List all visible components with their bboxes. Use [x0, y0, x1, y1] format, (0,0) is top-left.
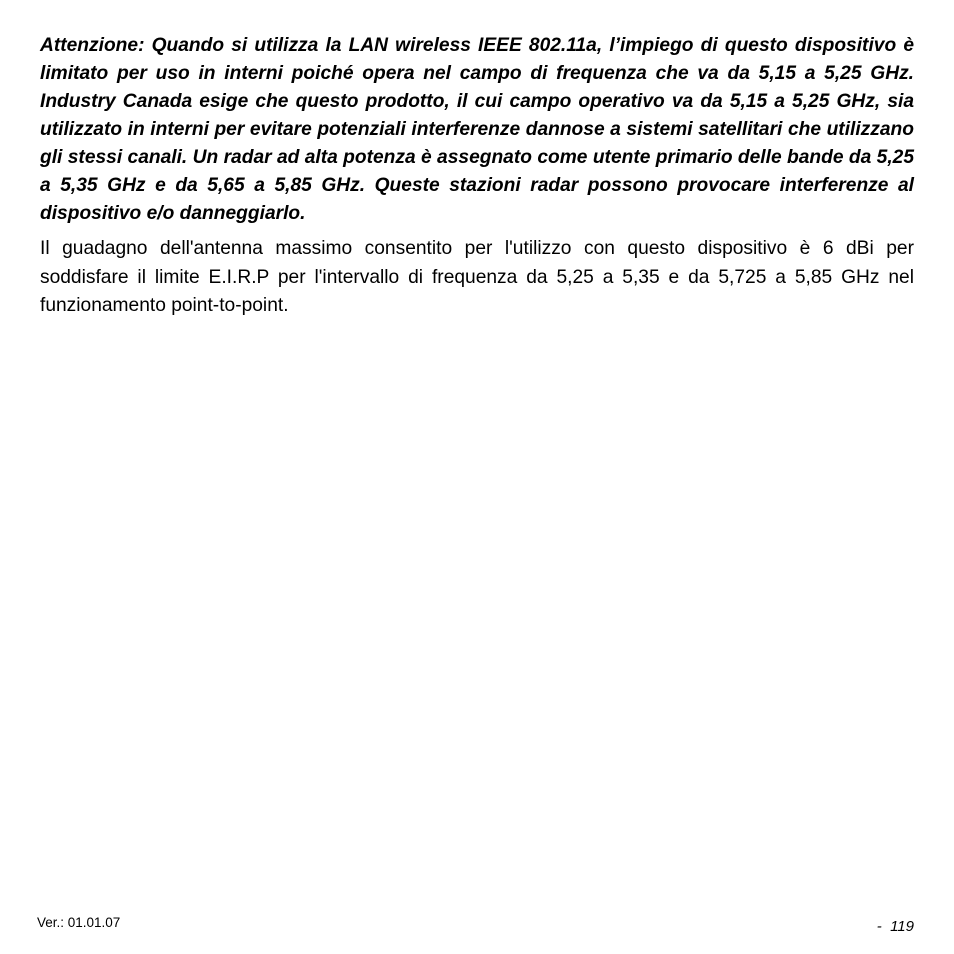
warning-paragraph: Attenzione: Quando si utilizza la LAN wireless IEEE 802.11a, l’impiego di questo dispositivo è limitato per uso in interni poiché opera nel campo di frequenza che va da 5,15 a 5,25 GHz. Industry Canada esige che questo prodotto, il cui campo operativo va da 5,15 a 5,25 GHz, sia utilizzato in interni per evitare potenziali interferenze dannose a sistemi satellitari che utilizzano gli stessi canali. Un radar ad alta potenza è assegnato come utente primario delle bande da 5,25 a 5,35 GHz e da 5,65 a 5,85 GHz. Queste stazioni radar possono provocare interferenze al dispositivo e/o danneggiarlo.: [40, 35, 914, 224]
page-number-footer: [877, 917, 914, 937]
page-content: [40, 32, 914, 321]
page-number: 119: [890, 918, 914, 935]
version-label: Ver.: 01.01.07: [37, 915, 121, 930]
page-number-prefix: -: [876, 918, 886, 935]
antenna-gain-paragraph: Il guadagno dell'antenna massimo consentito per l'utilizzo con questo dispositivo è 6 dBi per soddisfare il limite E.I.R.P per l'intervallo di frequenza da 5,25 a 5,35 e da 5,725 a 5,85 GHz nel funzionamento point-to-point.: [40, 238, 914, 316]
